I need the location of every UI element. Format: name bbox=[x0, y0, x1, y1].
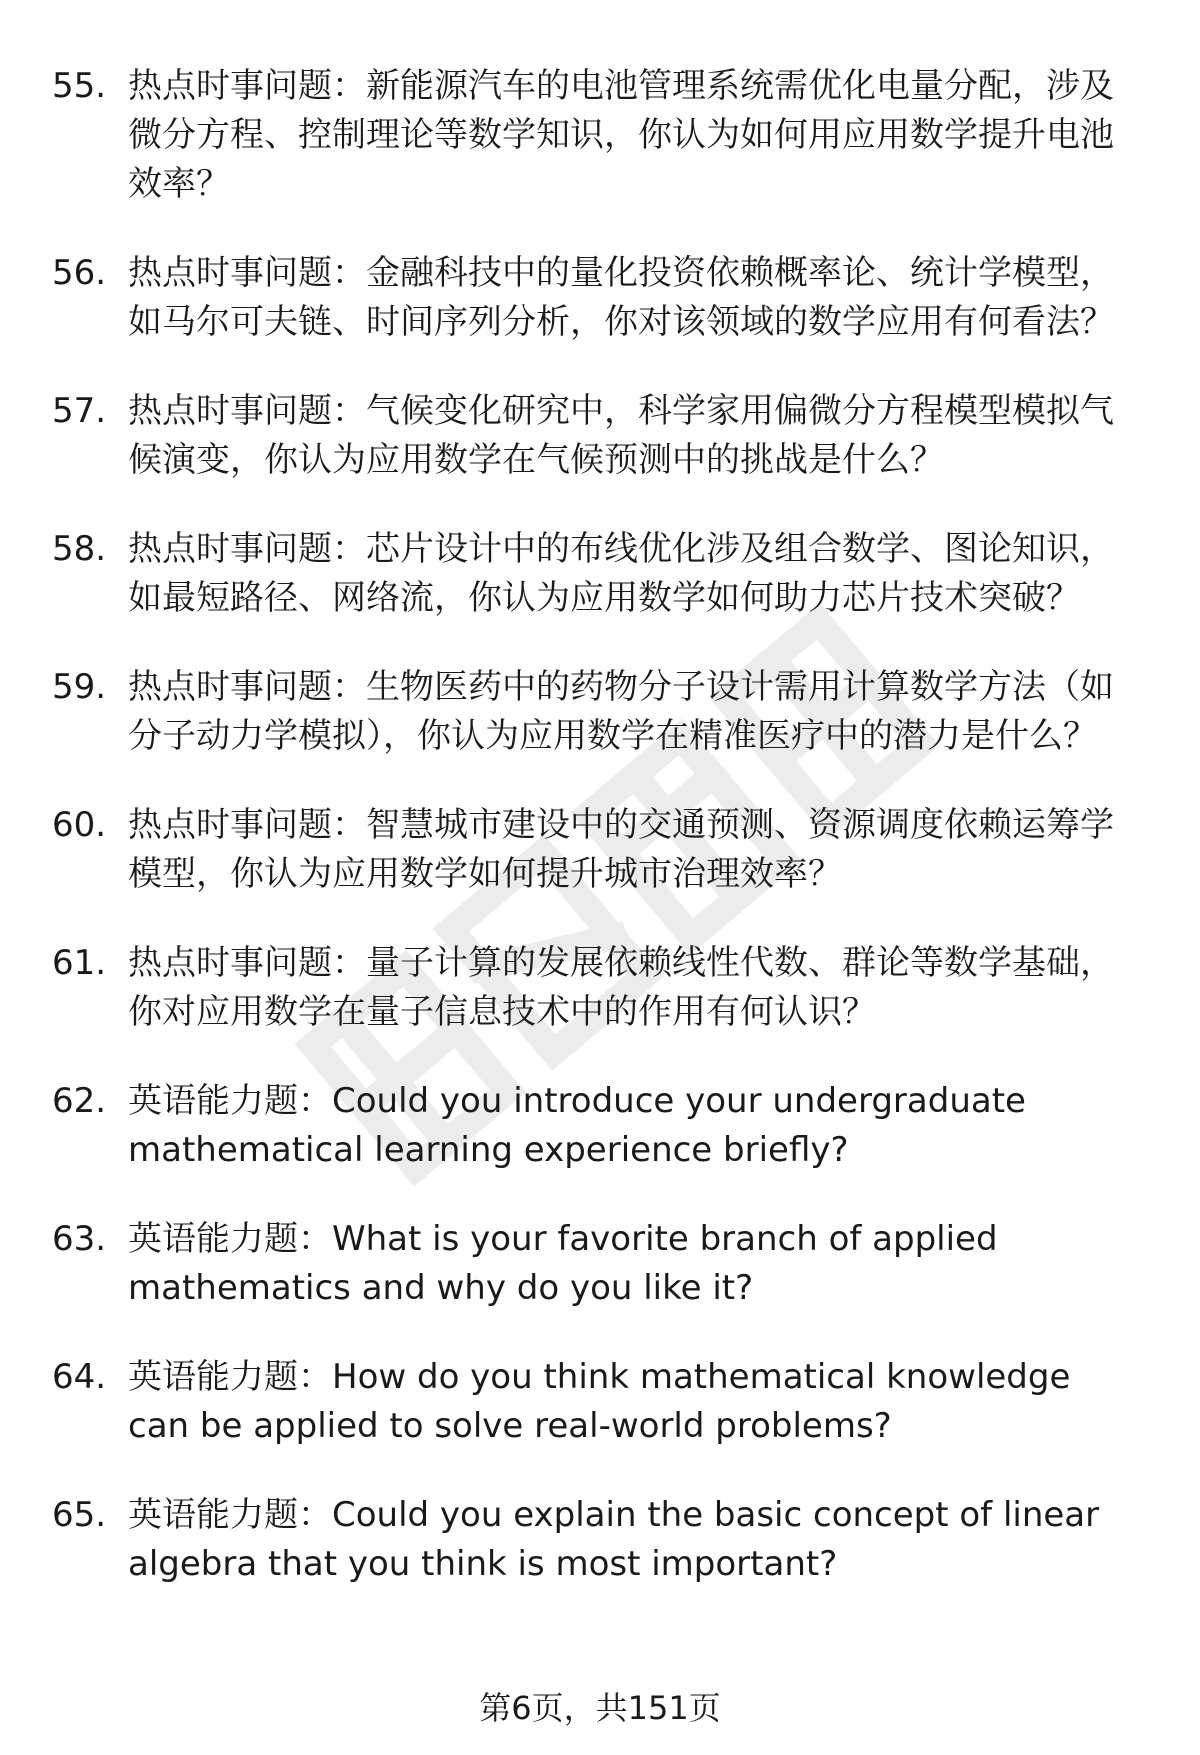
question-text: 热点时事问题：金融科技中的量化投资依赖概率论、统计学模型，如马尔可夫链、时间序列分析，你对该领域的数学应用有何看法？ bbox=[128, 253, 1114, 342]
question-item bbox=[0, 939, 1200, 1037]
question-number: 57. bbox=[52, 391, 107, 431]
question-number: 64. bbox=[52, 1357, 107, 1397]
question-item bbox=[0, 801, 1200, 899]
question-item bbox=[0, 663, 1200, 761]
question-number: 65. bbox=[52, 1495, 107, 1535]
question-text: 热点时事问题：气候变化研究中，科学家用偏微分方程模型模拟气候演变，你认为应用数学在气候预测中的挑战是什么？ bbox=[128, 391, 1114, 480]
question-text: 英语能力题：Could you introduce your undergraduate mathematical learning experience briefly? bbox=[128, 1081, 1026, 1170]
question-item bbox=[0, 387, 1200, 485]
question-item bbox=[0, 525, 1200, 623]
question-number: 58. bbox=[52, 529, 107, 569]
question-list bbox=[0, 62, 1200, 1629]
question-text: 热点时事问题：量子计算的发展依赖线性代数、群论等数学基础，你对应用数学在量子信息技术中的作用有何认识？ bbox=[128, 943, 1114, 1032]
question-item bbox=[0, 1077, 1200, 1175]
question-item bbox=[0, 249, 1200, 347]
question-text: 英语能力题：Could you explain the basic concept of linear algebra that you think is most important? bbox=[128, 1495, 1100, 1584]
question-number: 55. bbox=[52, 66, 107, 106]
page-number-footer: 第6页，共151页 bbox=[479, 1689, 721, 1727]
question-text: 英语能力题：What is your favorite branch of applied mathematics and why do you like it? bbox=[128, 1219, 998, 1308]
question-text: 热点时事问题：芯片设计中的布线优化涉及组合数学、图论知识，如最短路径、网络流，你认为应用数学如何助力芯片技术突破？ bbox=[128, 529, 1114, 618]
question-number: 56. bbox=[52, 253, 107, 293]
question-item bbox=[0, 1215, 1200, 1313]
question-number: 59. bbox=[52, 667, 107, 707]
question-text: 热点时事问题：生物医药中的药物分子设计需用计算数学方法（如分子动力学模拟），你认为应用数学在精准医疗中的潜力是什么？ bbox=[128, 667, 1114, 756]
question-number: 60. bbox=[52, 805, 107, 845]
question-item bbox=[0, 1491, 1200, 1589]
question-number: 63. bbox=[52, 1219, 107, 1259]
question-text: 英语能力题：How do you think mathematical knowledge can be applied to solve real-world problems? bbox=[128, 1357, 1071, 1446]
question-number: 62. bbox=[52, 1081, 107, 1121]
question-number: 61. bbox=[52, 943, 107, 983]
question-text: 热点时事问题：新能源汽车的电池管理系统需优化电量分配，涉及微分方程、控制理论等数学知识，你认为如何用应用数学提升电池效率？ bbox=[128, 66, 1114, 204]
question-item bbox=[0, 62, 1200, 209]
question-item bbox=[0, 1353, 1200, 1451]
question-text: 热点时事问题：智慧城市建设中的交通预测、资源调度依赖运筹学模型，你认为应用数学如何提升城市治理效率？ bbox=[128, 805, 1114, 894]
